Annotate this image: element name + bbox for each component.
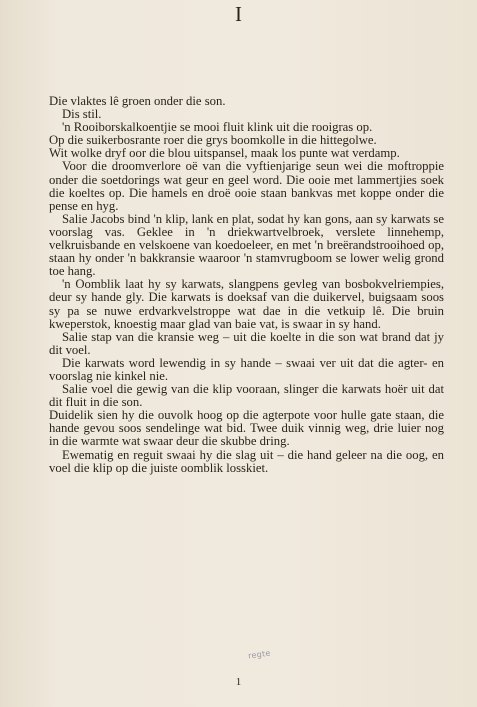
paragraph: Ewematig en reguit swaai hy die slag uit – die hand geleer na die oog, en voel die klip op die juiste oomblik losskiet. <box>49 447 444 475</box>
paragraph: Voor die droomverlore oë van die vyftienjarige seun wei die moftroppie onder die soetdorings wat geur en geel word. Die ooie met lammertjies soek die koeltes op. Die hamels en droë ooie staan bankvas met koppe onder die pense en hyg. <box>49 159 444 213</box>
paragraph: Duidelik sien hy die ouvolk hoog op die agterpote voor hulle gate staan, die hande gevou soos sendelinge wat bid. Twee duik vinnig weg, drie luier nog in die warmte wat swaar deur die skubbe dring. <box>49 408 444 449</box>
body-text <box>49 95 444 475</box>
paragraph: 'n Oomblik laat hy sy karwats, slangpens gevleg van bosbokvelriempies, deur sy hande gly. Die karwats is doeksaf van die duikervel, buigsaam soos sy pa se nuwe erdvarkvelstroppe wat dae in die vetkuip lê. Die bruin kweperstok, knoestig maar glad van baie vat, is swaar in sy hand. <box>49 277 444 331</box>
handwritten-margin-note: regte <box>247 648 272 661</box>
paragraph: Salie Jacobs bind 'n klip, lank en plat, sodat hy kan gons, aan sy karwats se voorslag vas. Geklee in 'n driekwartvelbroek, verslete linnehemp, velkruisbande en velskoene van koedoeleer, en met 'n breërandstrooihoed op, staan hy onder 'n bakkransie waaroor 'n stamvrugboom se lower welig grond toe hang. <box>49 211 444 279</box>
paragraph: Salie voel die gewig van die klip vooraan, slinger die karwats hoër uit dat dit fluit in die son. <box>49 382 444 410</box>
paragraph: Die karwats word lewendig in sy hande – swaai ver uit dat die agter- en voorslag nie kinkel nie. <box>49 355 444 383</box>
paragraph: Wit wolke dryf oor die blou uitspansel, maak los punte wat verdamp. <box>49 146 400 161</box>
paragraph: Salie stap van die kransie weg – uit die koelte in die son wat brand dat jy dit voel. <box>49 329 444 357</box>
chapter-number: I <box>235 2 242 26</box>
page-number: 1 <box>235 676 242 688</box>
paragraph: Op die suikerbosrante roer die grys boomkolle in die hittegolwe. <box>49 133 377 148</box>
paragraph: Die vlaktes lê groen onder die son. <box>49 94 226 108</box>
paragraph: 'n Rooiborskalkoentjie se mooi fluit klink uit die rooigras op. <box>62 120 373 135</box>
paragraph: Dis stil. <box>62 107 102 122</box>
